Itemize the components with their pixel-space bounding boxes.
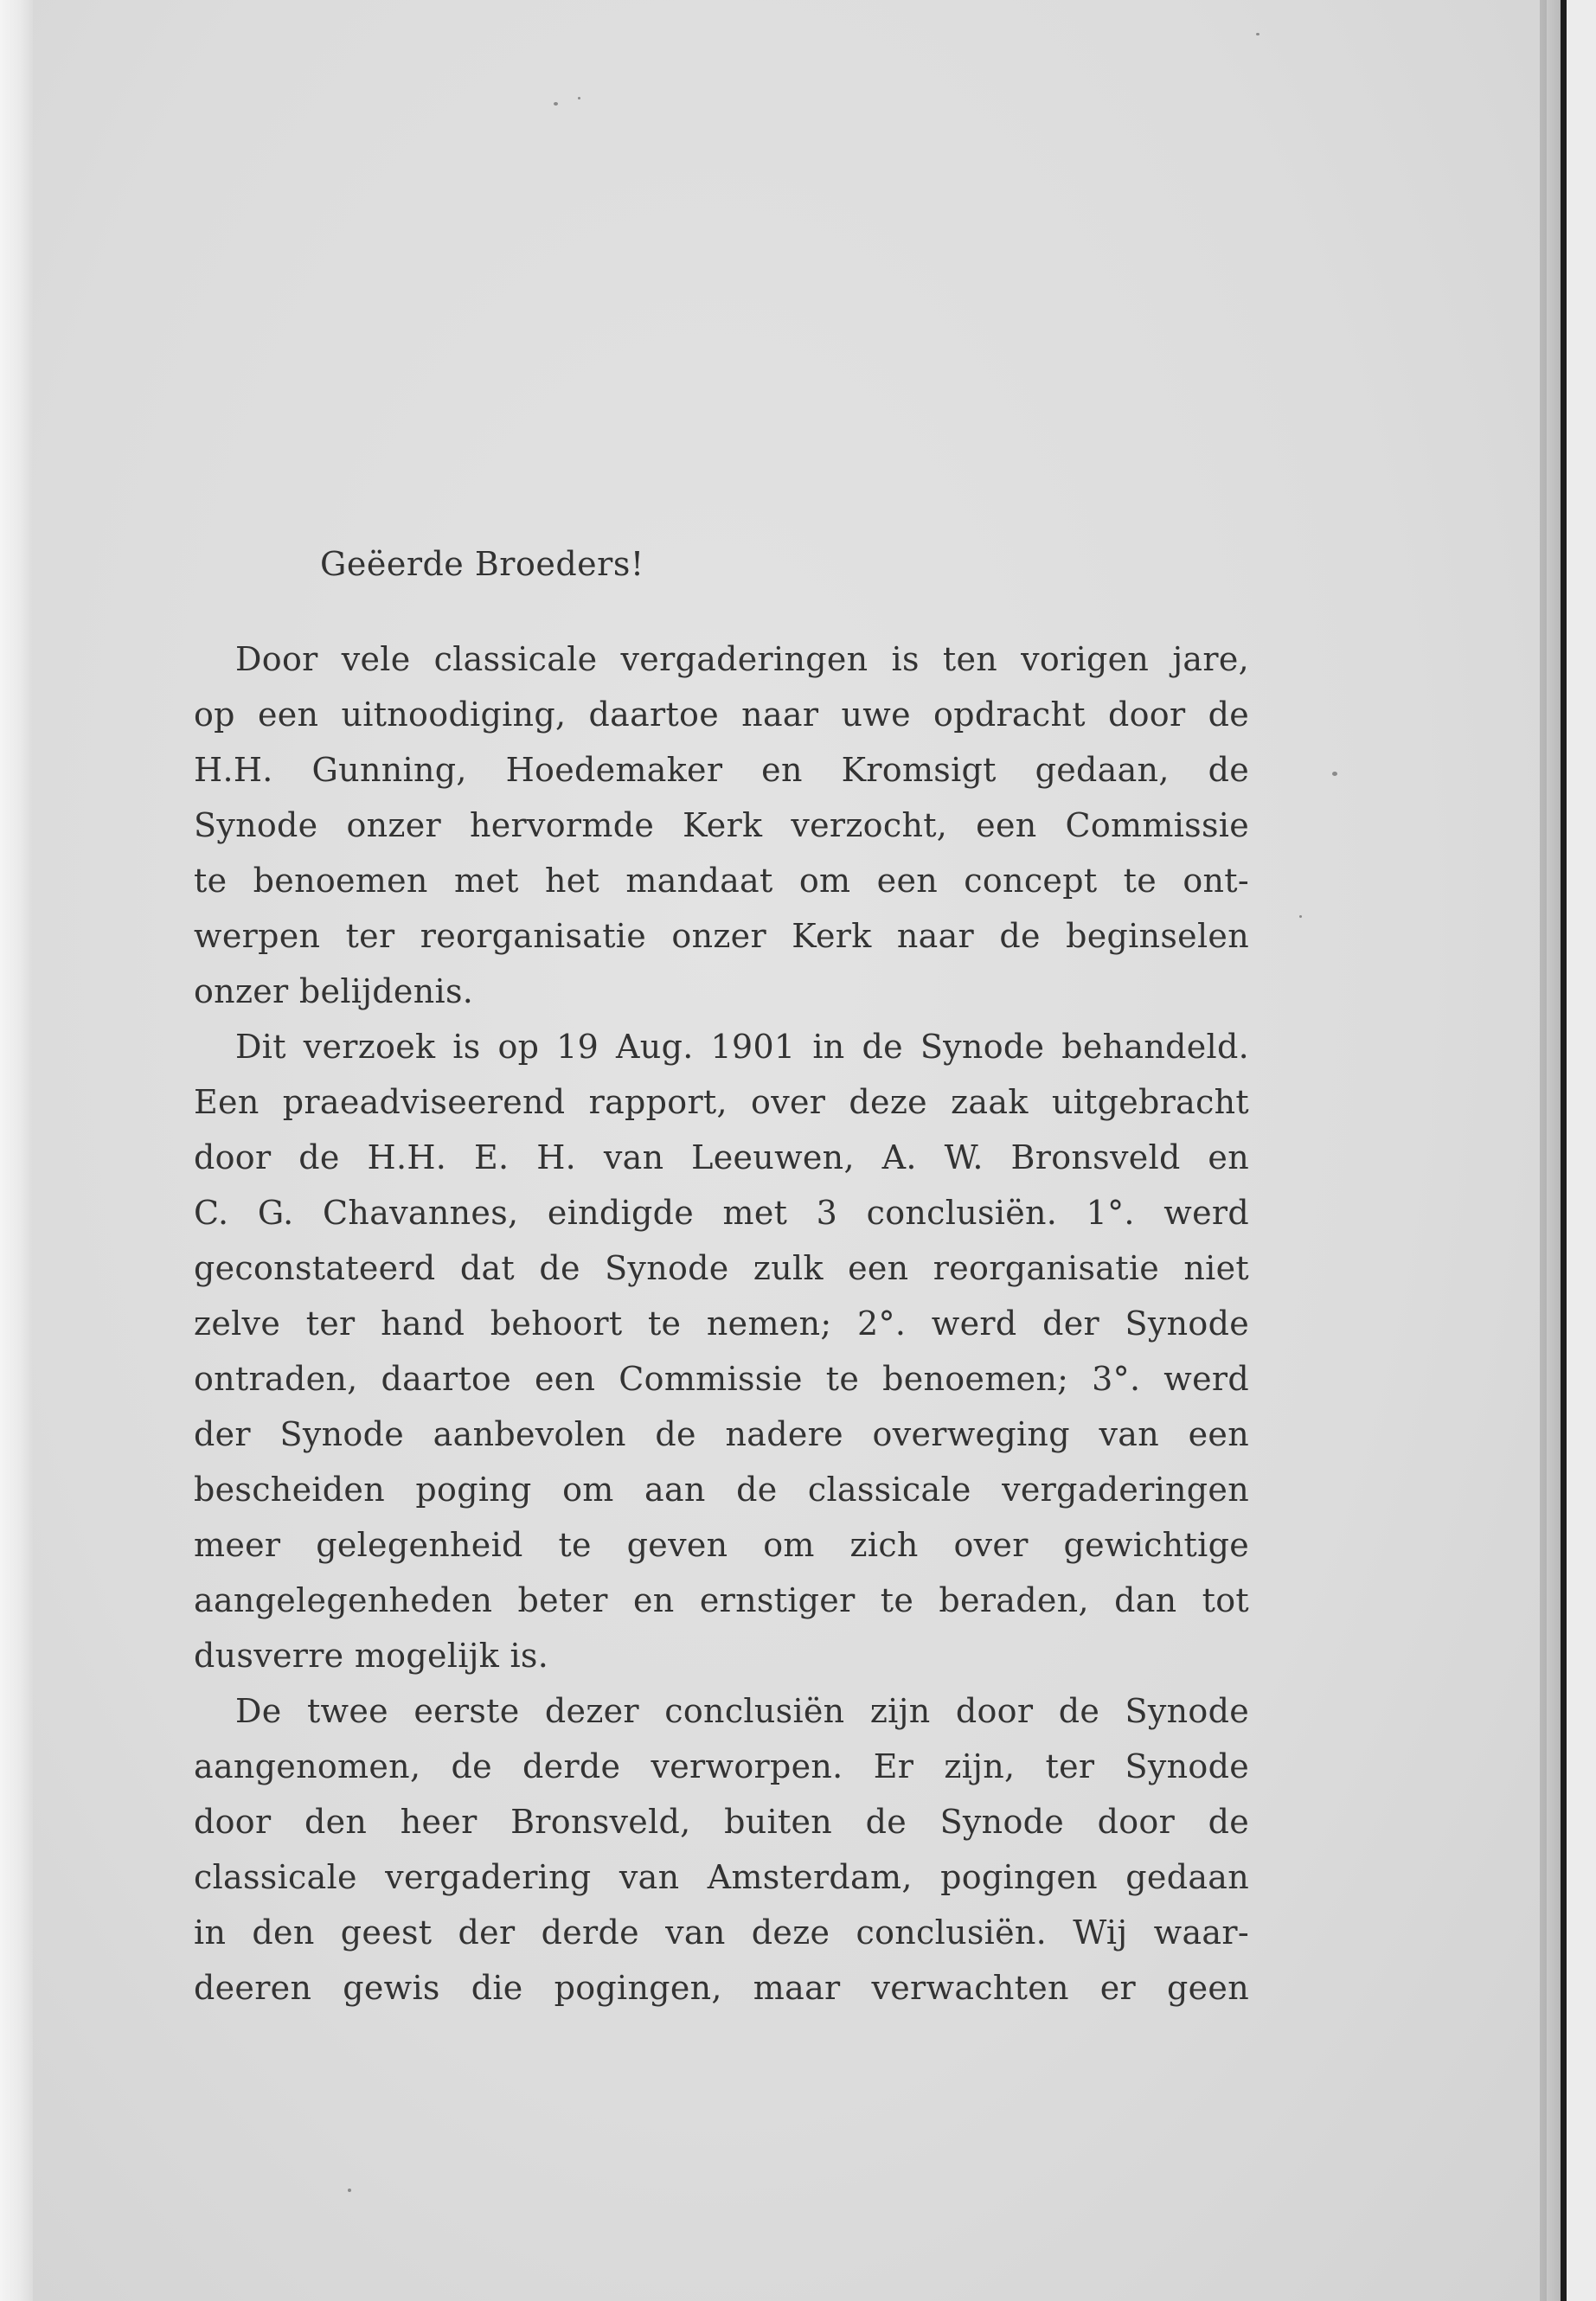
- text-line: Synode onzer hervormde Kerk verzocht, een Commissie: [194, 806, 1249, 844]
- text-line: werpen ter reorganisatie onzer Kerk naar de beginselen: [194, 917, 1249, 955]
- text-line: zelve ter hand behoort te nemen; 2°. werd der Synode: [194, 1304, 1249, 1343]
- paper-speck: [578, 97, 580, 99]
- text-line: De twee eerste dezer conclusiën zijn door de Synode: [235, 1692, 1249, 1730]
- paper-speck: [554, 102, 558, 106]
- text-line: meer gelegenheid te geven om zich over gewichtige: [194, 1526, 1249, 1564]
- paper-speck: [1332, 772, 1337, 776]
- paper-speck: [348, 2189, 351, 2192]
- text-line: Een praeadviseerend rapport, over deze zaak uitgebracht: [194, 1083, 1249, 1121]
- binding-edge: [1561, 0, 1567, 2301]
- salutation: Geëerde Broeders!: [320, 545, 644, 583]
- text-line: Door vele classicale vergaderingen is ten vorigen jare,: [235, 640, 1249, 678]
- paper-speck: [1256, 33, 1259, 35]
- text-line: te benoemen met het mandaat om een concept te ont-: [194, 862, 1249, 900]
- text-line: classicale vergadering van Amsterdam, pogingen gedaan: [194, 1858, 1249, 1896]
- text-line: H.H. Gunning, Hoedemaker en Kromsigt gedaan, de: [194, 751, 1249, 789]
- text-line: Dit verzoek is op 19 Aug. 1901 in de Synode behandeld.: [235, 1028, 1249, 1066]
- text-line: op een uitnoodiging, daartoe naar uwe opdracht door de: [194, 695, 1249, 734]
- text-line: aangenomen, de derde verworpen. Er zijn, ter Synode: [194, 1747, 1249, 1785]
- text-line: der Synode aanbevolen de nadere overweging van een: [194, 1415, 1249, 1453]
- text-line: C. G. Chavannes, eindigde met 3 conclusiën. 1°. werd: [194, 1194, 1249, 1232]
- text-line: onzer belijdenis.: [194, 972, 474, 1010]
- text-line: geconstateerd dat de Synode zulk een reorganisatie niet: [194, 1249, 1249, 1287]
- text-line: dusverre mogelijk is.: [194, 1637, 549, 1675]
- right-page-edge: [1567, 0, 1596, 2301]
- text-line: deeren gewis die pogingen, maar verwachten er geen: [194, 1969, 1249, 2007]
- text-line: ontraden, daartoe een Commissie te benoemen; 3°. werd: [194, 1360, 1249, 1398]
- gutter-shadow: [1540, 0, 1547, 2301]
- text-line: in den geest der derde van deze conclusiën. Wij waar-: [194, 1913, 1249, 1952]
- text-line: bescheiden poging om aan de classicale vergaderingen: [194, 1471, 1249, 1509]
- text-line: door den heer Bronsveld, buiten de Synode door de: [194, 1803, 1249, 1841]
- text-line: aangelegenheden beter en ernstiger te beraden, dan tot: [194, 1581, 1249, 1619]
- left-page-edge: [0, 0, 33, 2301]
- paper-speck: [1299, 915, 1302, 918]
- text-line: door de H.H. E. H. van Leeuwen, A. W. Bronsveld en: [194, 1138, 1249, 1176]
